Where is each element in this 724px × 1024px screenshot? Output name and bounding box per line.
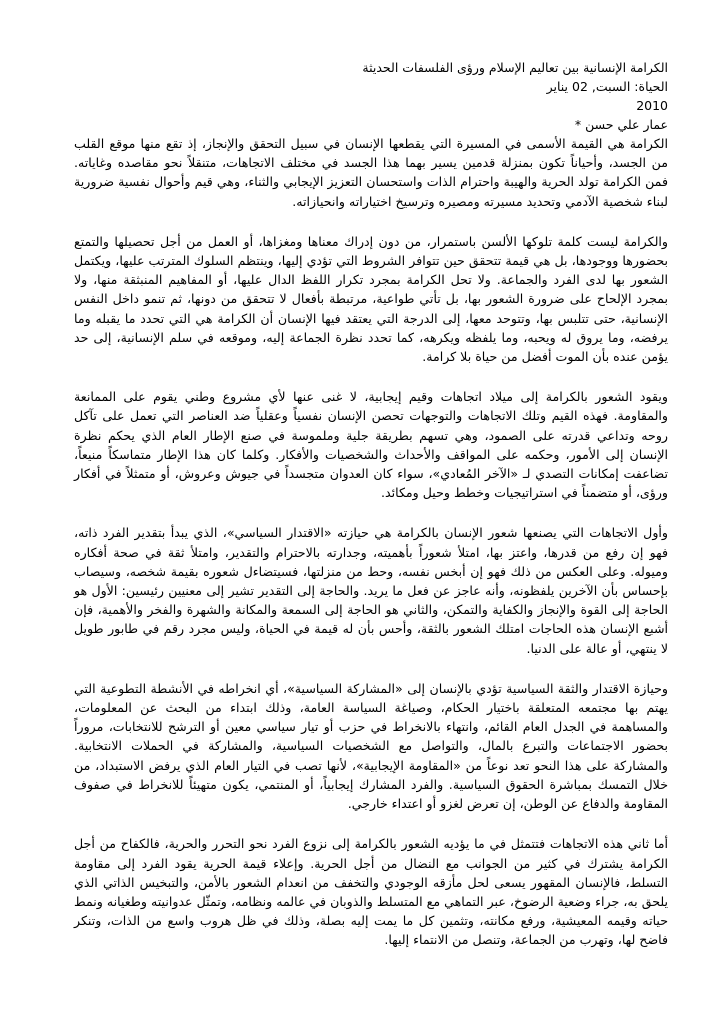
paragraph-2: والكرامة ليست كلمة تلوكها الألسن باستمرار، من دون إدراك معناها ومغزاها، أو العمل من أجل تحصيلها والتمتع بحضورها ووجودها، بل هي قيمة تتحقق حين تتوافر الشروط التي تؤدي إليها، وينتظم السلوك المترتب عليها، ويكتمل الشعور بها لدى الفرد والجماعة. ولا تحل الكرامة بمجرد تكرار اللفظ الدال عليها، أو المفاهيم المنبثقة منها، ولا بمجرد الإلحاح على ضرورة الشعور بها، بل تأتي طواعية، مرتبطة بأفعال لا تتحقق من دونها، ثم تنمو داخل النفس الإنسانية، حتى تتلبس بها، وتتوحد معها، إلى الدرجة التي يعتقد فيها الإنسان أن الكرامة هي التي تحدد ما يقبله وما يرفضه، وما يروق له ويحبه، وما يلفظه ويكرهه، كما تحدد نظرة الجماعة إليه، وموقعه في سلم الإنسانية، إلى حد يؤمن عنده بأن الموت أفضل من حياة بلا كرامة. [74,233,668,365]
paragraph-4: وأول الاتجاهات التي يصنعها شعور الإنسان بالكرامة هي حيازته «الاقتدار السياسي»، الذي يبدأ بتقدير الفرد ذاته، فهو إن رفع من قدرها، واعتز بها، امتلأ شعوراً بأهميته، وجدارته بالاحترام والتقدير، وامتلأ ثقة في صحة أفكاره وميوله. وعلى العكس من ذلك فهو إن أبخس نفسه، وحط من منزلتها، فسيتضاءل شعوره بقيمة شخصه، وسيصاب بإحساس بأن الآخرين يلفظونه، وأنه عاجز عن فعل ما يريد. والحاجة إلى التقدير تشير إلى معنيين رئيسين: الأول هو الحاجة إلى القوة والإنجاز والكفاية والتمكن، والثاني هو الحاجة إلى السمعة والمكانة والشهرة والفخر والأهمية، فإن أشبع الإنسان هذه الحاجات امتلك الشعور بالثقة، وأحس بأن له قيمة في الحياة، وليس مجرد رقم في طابور طويل لا ينتهي، أو عالة على الدنيا. [74,525,668,656]
paragraph-3: ويقود الشعور بالكرامة إلى ميلاد اتجاهات وقيم إيجابية، لا غنى عنها لأي مشروع وطني يقوم على الممانعة والمقاومة. فهذه القيم وتلك الاتجاهات والتوجهات تحصن الإنسان نفسياً وعقلياً ضد العناصر التي تعمل على تآكل روحه وتداعي قدرته على الصمود، وهي تسهم بطريقة جلية وملموسة في صنع الإطار العام الذي يحكم نظرة الإنسان إلى الأمور، وحكمه على المواقف والأحداث والشخصيات والأفكار. وكلما كان هذا الإطار متماسكاً منيعاً، تضاعفت إمكانات التصدي لـ «الآخر المُعادي»، سواء كان العدوان متجسداً في جيوش وعروش، أو متمثلاً في أفكار ورؤى، أو متضمناً في استراتيجيات وخطط وحيل ومكائد. [74,389,668,501]
paragraph-1: الكرامة هي القيمة الأسمى في المسيرة التي يقطعها الإنسان في سبيل التحقق والإنجاز، إذ تقع منها موقع القلب من الجسد، وأحياناً تكون بمنزلة قدمين يسير بهما هذا الجسد في مختلف الاتجاهات، متنقلاً نحو مقاصده وغاياته. فمن الكرامة تولد الحرية والهيبة واحترام الذات واستحسان التعزيز الإيجابي والثناء، وهي قيم وأحوال نفسية ضرورية لبناء شخصية الآدمي وتحديد مسيرته ومصيره وترسيخ اختياراته وانحيازاته. [74,136,668,209]
paragraph-6: أما ثاني هذه الاتجاهات فتتمثل في ما يؤديه الشعور بالكرامة إلى نزوع الفرد نحو التحرر والحرية، فالكفاح من أجل الكرامة يشترك في كثير من الجوانب مع النضال من أجل الحرية. وإعلاء قيمة الحرية يقود الفرد إلى مقاومة التسلط، فالإنسان المقهور يسعى لحل مأزقه الوجودي والتخفف من انعدام الشعور بالأمن، والتبخيس الذاتي الذي يلحق به، جراء وضعية الرضوخ، عبر التماهي مع المتسلط والذوبان في عالمه ونظامه، وتمثّل عدوانيته وطغيانه ونمط حياته وقيمه المعيشية، ورفع مكانته، وتثمين كل ما يمت إليه بصلة، وذلك في ظل هروب واسع من الذات، وتنكر فاضح لها، وتهرب من الجماعة، وتنصل من الانتماء إليها. [74,836,668,948]
article-title: الكرامة الإنسانية بين تعاليم الإسلام ورؤى الفلسفات الحديثة [362,60,668,75]
source-line: الحياة: السبت, 02 يناير [546,79,668,94]
publication-year: 2010 [636,98,668,113]
author-name: عمار علي حسن * [574,117,668,132]
paragraph-5: وحيازة الاقتدار والثقة السياسية تؤدي بالإنسان إلى «المشاركة السياسية»، أي انخراطه في الأنشطة التطوعية التي يهتم بها مجتمعه المتعلقة باختيار الحكام، وصياغة السياسة العامة، وذلك ابتداء من البحث عن المعلومات، والمساهمة في الجدل العام القائم، وانتهاء بالانخراط في حزب أو تيار سياسي معين أو الترشح للانتخابات، مروراً بحضور الاجتماعات والتبرع بالمال، والتواصل مع الشخصيات السياسية، والمشاركة في الحملات الانتخابية. والمشاركة على هذا النحو تعد نوعاً من «المقاومة الإيجابية»، لأنها تصب في التيار العام الذي يرفض الاستبداد، من خلال التمسك بمباشرة الحقوق السياسية. والفرد المشارك إيجابياً، أو المنتمي، يكون متهيئاً للانخراط في صفوف المقاومة والدفاع عن الوطن، إن تعرض لغزو أو اعتداء خارجي. [74,680,668,812]
